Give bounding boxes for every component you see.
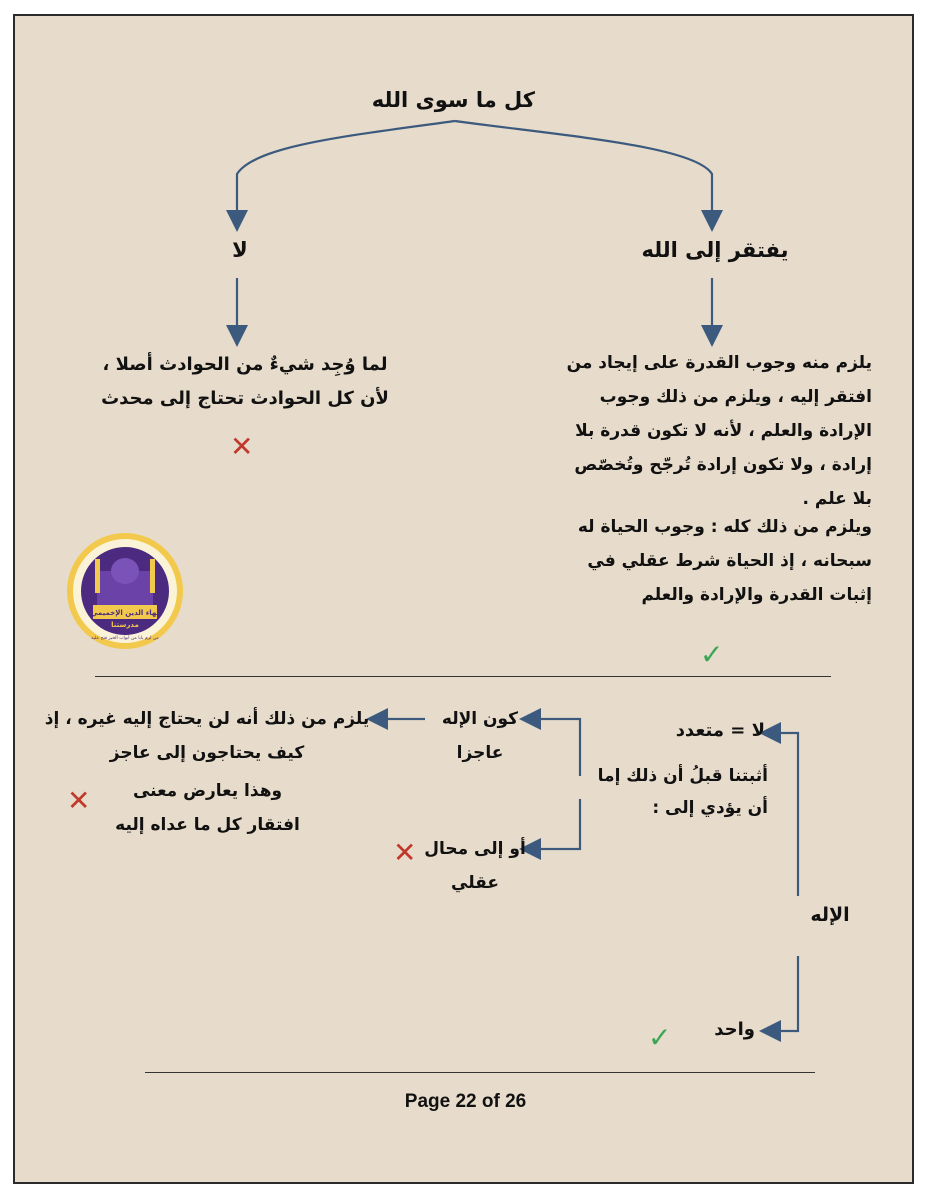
consequence-cross-icon: ✕: [67, 784, 91, 817]
left-text-line2: لأن كل الحوادث تحتاج إلى محدث: [101, 388, 389, 409]
right-check-icon: ✓: [700, 638, 724, 671]
not-equal-label: لا = متعدد: [675, 720, 765, 741]
page-number: Page 22 of 26: [404, 1091, 527, 1112]
option-2-cross-icon: ✕: [393, 836, 417, 869]
logo-line1: بهاء الدين الإخميمي: [90, 609, 160, 617]
right-paragraph-2: ويلزم من ذلك كله : وجوب الحياة له سبحانه ، إذ الحياة شرط عقلي في إثبات القدرة والإرادة والعلم: [577, 517, 872, 605]
right-paragraph-1: يلزم منه وجوب القدرة على إيجاد من افتقر إليه ، ويلزم من ذلك وجوب الإرادة والعلم ، لأنه لا تكون قدرة بلا إرادة ، ولا تكون إرادة تُرجّح وتُخصّص بلا علم .: [566, 353, 872, 509]
option-2-text: أو إلى محال عقلي: [424, 839, 526, 893]
consequence-text-2: وهذا يعارض معنى افتقار كل ما عداه إليه: [115, 781, 300, 835]
consequence-text-1: يلزم من ذلك أنه لن يحتاج إليه غيره ، إذ كيف يحتاجون إلى عاجز: [44, 709, 370, 763]
root-label: كل ما سوى الله: [371, 88, 535, 112]
arrow-root-to-right: [455, 121, 712, 221]
proved-text: أثبتنا قبلُ أن ذلك إما أن يؤدي إلى :: [597, 766, 768, 818]
logo-ring-text: من لزم بابا من أبواب الخير فتح عليه: [91, 636, 159, 641]
left-text-line1: لما وُجِد شيءٌ من الحوادث أصلا ،: [102, 354, 388, 375]
logo-line2: مدرستنا: [111, 621, 139, 629]
middle-divider: [95, 676, 831, 677]
left-cross-icon: ✕: [230, 430, 254, 463]
left-branch-label: لا: [232, 238, 248, 262]
right-branch-label: يفتقر إلى الله: [641, 238, 789, 262]
footer-divider: [145, 1072, 815, 1073]
arrow-to-opt2: [530, 799, 580, 849]
one-label: واحد: [714, 1019, 755, 1040]
option-1-text: كون الإله عاجزا: [441, 709, 519, 763]
god-label: الإله: [810, 904, 850, 926]
school-logo: [65, 531, 185, 651]
arrow-god-to-one: [770, 956, 798, 1031]
arrow-root-to-left: [237, 121, 455, 221]
document-page: [13, 14, 914, 1184]
arrow-to-opt1: [530, 719, 580, 776]
arrow-god-to-notequal: [770, 733, 798, 896]
one-check-icon: ✓: [648, 1021, 672, 1054]
